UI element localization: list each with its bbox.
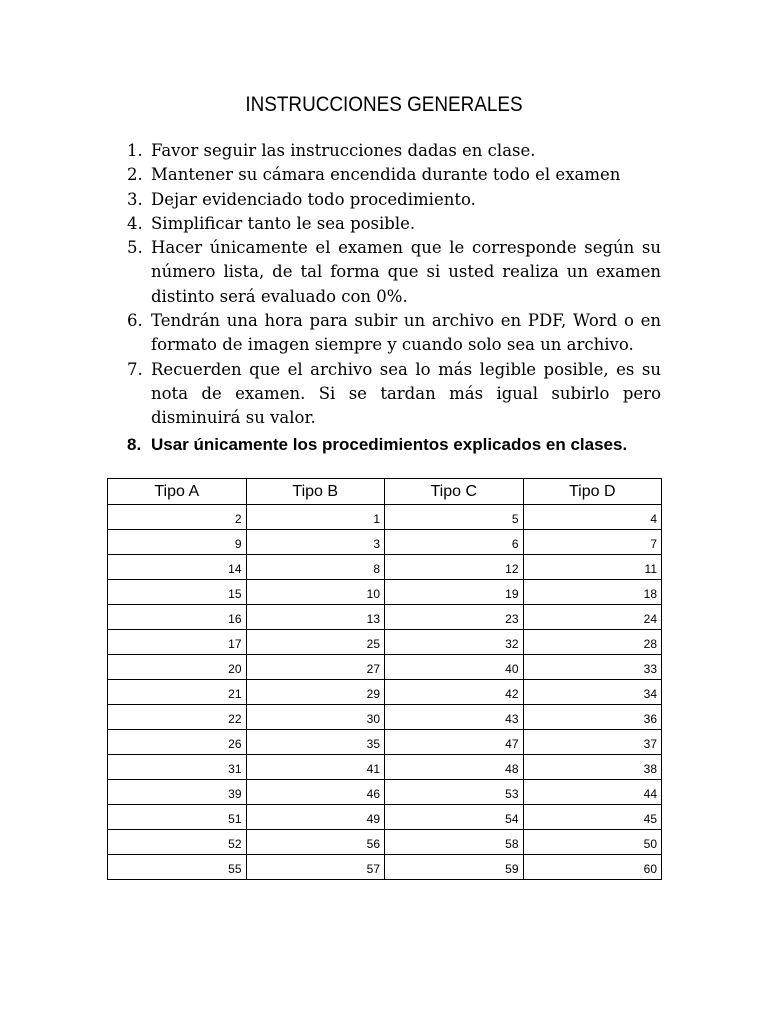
table-cell: 59	[385, 855, 524, 880]
instruction-item	[127, 188, 661, 212]
instruction-number: 8.	[127, 434, 142, 454]
instruction-item	[127, 309, 661, 358]
table-cell: 50	[523, 830, 662, 855]
table-cell: 12	[385, 555, 524, 580]
instruction-number: 1.	[127, 141, 143, 160]
table-cell: 32	[385, 630, 524, 655]
instruction-item	[127, 139, 661, 163]
table-cell: 5	[385, 505, 524, 530]
instruction-item	[127, 433, 661, 457]
instruction-text: Hacer únicamente el examen que le corresponde según su número lista, de tal forma que si usted realiza un examen distinto será evaluado con 0%.	[151, 238, 661, 306]
table-cell: 49	[246, 805, 385, 830]
table-cell: 30	[246, 705, 385, 730]
instruction-item	[127, 212, 661, 236]
table-row	[108, 555, 662, 580]
column-header-tipo-a: Tipo A	[108, 479, 247, 505]
table-cell: 56	[246, 830, 385, 855]
table-cell: 1	[246, 505, 385, 530]
table-row	[108, 730, 662, 755]
table-cell: 41	[246, 755, 385, 780]
table-row	[108, 605, 662, 630]
table-cell: 57	[246, 855, 385, 880]
table-body	[108, 505, 662, 880]
instruction-number: 4.	[127, 213, 143, 233]
table-cell: 15	[108, 580, 247, 605]
table-cell: 52	[108, 830, 247, 855]
table-cell: 43	[385, 705, 524, 730]
table-row	[108, 755, 662, 780]
table-cell: 22	[108, 705, 247, 730]
table-row	[108, 530, 662, 555]
table-cell: 55	[108, 855, 247, 880]
table-cell: 46	[246, 780, 385, 805]
table-cell: 44	[523, 780, 662, 805]
table-cell: 3	[246, 530, 385, 555]
instruction-number: 2.	[127, 165, 143, 185]
instruction-text: Simplificar tanto le sea posible.	[151, 213, 416, 233]
table-cell: 47	[385, 730, 524, 755]
table-row	[108, 705, 662, 730]
table-cell: 10	[246, 580, 385, 605]
instruction-item	[127, 358, 661, 431]
instruction-item	[127, 163, 661, 187]
table-cell: 33	[523, 655, 662, 680]
instruction-text: Favor seguir las instrucciones dadas en clase.	[151, 141, 536, 160]
table-cell: 7	[523, 530, 662, 555]
table-row	[108, 630, 662, 655]
table-cell: 6	[385, 530, 524, 555]
instruction-number: 3.	[127, 189, 143, 209]
table-cell: 40	[385, 655, 524, 680]
table-header-row	[108, 479, 662, 505]
instruction-number: 7.	[127, 359, 143, 379]
table-cell: 13	[246, 605, 385, 630]
instruction-number: 6.	[127, 311, 143, 331]
table-cell: 9	[108, 530, 247, 555]
table-row	[108, 805, 662, 830]
instruction-text: Recuerden que el archivo sea lo más legible posible, es su nota de examen. Si se tardan más igual subirlo pero disminuirá su valor.	[151, 359, 661, 428]
page-title: INSTRUCCIONES GENERALES	[245, 93, 523, 116]
table-cell: 26	[108, 730, 247, 755]
table-row	[108, 505, 662, 530]
table-cell: 54	[385, 805, 524, 830]
instruction-text: Dejar evidenciado todo procedimiento.	[151, 189, 476, 209]
table-cell: 25	[246, 630, 385, 655]
instructions-list	[127, 139, 661, 457]
table-cell: 19	[385, 580, 524, 605]
table-cell: 60	[523, 855, 662, 880]
table-cell: 39	[108, 780, 247, 805]
table-cell: 17	[108, 630, 247, 655]
table-cell: 16	[108, 605, 247, 630]
table-cell: 29	[246, 680, 385, 705]
table-cell: 53	[385, 780, 524, 805]
instruction-text: Tendrán una hora para subir un archivo en PDF, Word o en formato de imagen siempre y cuando solo sea un archivo.	[151, 311, 661, 355]
table-cell: 21	[108, 680, 247, 705]
instruction-number: 5.	[127, 238, 143, 258]
table-cell: 58	[385, 830, 524, 855]
table-cell: 14	[108, 555, 247, 580]
table-cell: 35	[246, 730, 385, 755]
table-row	[108, 855, 662, 880]
table-row	[108, 680, 662, 705]
exam-type-table	[107, 478, 662, 880]
table-cell: 23	[385, 605, 524, 630]
table-cell: 18	[523, 580, 662, 605]
column-header-tipo-b: Tipo B	[246, 479, 385, 505]
table-cell: 51	[108, 805, 247, 830]
table-cell: 2	[108, 505, 247, 530]
table-cell: 31	[108, 755, 247, 780]
table-cell: 48	[385, 755, 524, 780]
instruction-item	[127, 236, 661, 309]
table-cell: 34	[523, 680, 662, 705]
column-header-tipo-c: Tipo C	[385, 479, 524, 505]
table-cell: 24	[523, 605, 662, 630]
table-row	[108, 655, 662, 680]
instruction-text: Mantener su cámara encendida durante todo el examen	[151, 165, 621, 185]
table-cell: 42	[385, 680, 524, 705]
table-row	[108, 780, 662, 805]
column-header-tipo-d: Tipo D	[523, 479, 662, 505]
table-cell: 4	[523, 505, 662, 530]
table-row	[108, 830, 662, 855]
table-cell: 8	[246, 555, 385, 580]
table-cell: 28	[523, 630, 662, 655]
table-cell: 27	[246, 655, 385, 680]
table-cell: 38	[523, 755, 662, 780]
table-cell: 45	[523, 805, 662, 830]
table-cell: 36	[523, 705, 662, 730]
table-cell: 20	[108, 655, 247, 680]
instruction-text: Usar únicamente los procedimientos explicados en clases.	[151, 434, 628, 454]
table-cell: 11	[523, 555, 662, 580]
table-row	[108, 580, 662, 605]
table-cell: 37	[523, 730, 662, 755]
